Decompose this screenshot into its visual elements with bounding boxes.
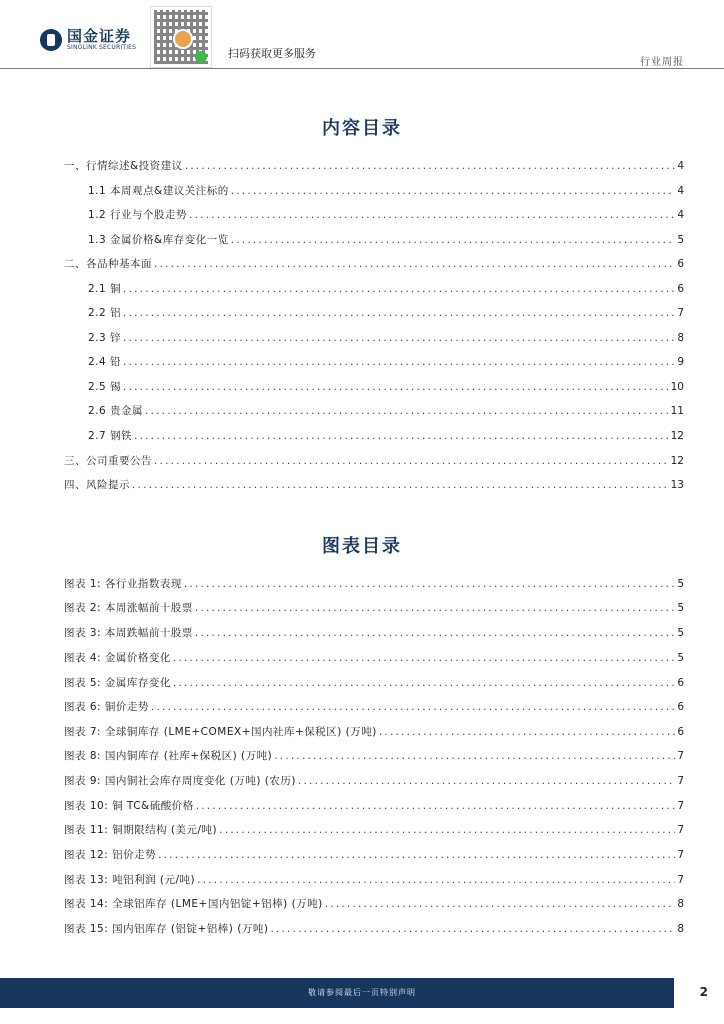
page-footer — [0, 978, 724, 1008]
toc-entry-label: 1.3 金属价格&库存变化一览 — [88, 234, 229, 246]
figure-entry-label: 图表 6: 铜价走势 — [64, 701, 149, 713]
toc-entry-page: 6 — [677, 283, 684, 295]
toc-entry-page: 13 — [670, 479, 684, 491]
figure-entry-label: 图表 15: 国内铝库存 (铝锭+铝棒) (万吨) — [64, 923, 269, 935]
toc-entry[interactable] — [64, 477, 684, 491]
figure-entry[interactable] — [64, 625, 684, 639]
toc-entry-label: 2.6 贵金属 — [88, 405, 144, 417]
toc-entry-page: 7 — [677, 307, 684, 319]
toc-entry-label: 一、行情综述&投资建议 — [64, 160, 183, 172]
figure-entry-page: 8 — [677, 898, 684, 910]
toc-entry[interactable] — [88, 305, 684, 319]
dot-leader — [123, 332, 675, 344]
figure-entry-label: 图表 12: 铝价走势 — [64, 849, 157, 861]
figure-entry-page: 5 — [677, 602, 684, 614]
logo-name-cn: 国金证券 — [67, 27, 132, 45]
toc-entry-page: 10 — [670, 381, 684, 393]
toc-entry[interactable] — [88, 403, 684, 417]
figure-entry[interactable] — [64, 921, 684, 935]
figure-entry-page: 7 — [677, 849, 684, 861]
toc-entry-page: 4 — [677, 209, 684, 221]
toc-entry-label: 三、公司重要公告 — [64, 455, 152, 467]
figure-entry[interactable] — [64, 872, 684, 886]
figure-entry-page: 7 — [677, 824, 684, 836]
figure-entry[interactable] — [64, 896, 684, 910]
company-logo — [40, 28, 136, 52]
figure-entry-page: 5 — [677, 627, 684, 639]
figure-entry-label: 图表 5: 金属库存变化 — [64, 677, 171, 689]
page-number: 2 — [699, 985, 708, 999]
figure-entry-label: 图表 11: 铜期限结构 (美元/吨) — [64, 824, 218, 836]
toc-entry-page: 11 — [670, 405, 684, 417]
dot-leader — [274, 750, 675, 762]
dot-leader — [231, 234, 676, 246]
figure-entry[interactable] — [64, 748, 684, 762]
dot-leader — [197, 874, 675, 886]
toc-entry-label: 2.7 钢铁 — [88, 430, 133, 442]
toc-entry[interactable] — [88, 207, 684, 221]
figure-entry-label: 图表 13: 吨铝利润 (元/吨) — [64, 874, 196, 886]
dot-leader — [298, 775, 675, 787]
dot-leader — [158, 849, 675, 861]
figure-entry-label: 图表 7: 全球铜库存 (LME+COMEX+国内社库+保税区) (万吨) — [64, 726, 377, 738]
toc-entry-label: 2.2 铝 — [88, 307, 122, 319]
dot-leader — [123, 283, 675, 295]
figure-entry-label: 图表 4: 金属价格变化 — [64, 652, 171, 664]
dot-leader — [231, 185, 676, 197]
figure-entry[interactable] — [64, 675, 684, 689]
qr-caption: 扫码获取更多服务 — [228, 47, 316, 60]
dot-leader — [379, 726, 675, 738]
toc-entry-label: 四、风险提示 — [64, 479, 130, 491]
toc-entry[interactable] — [64, 256, 684, 270]
toc-entry-label: 2.5 锡 — [88, 381, 122, 393]
wechat-badge-icon — [195, 51, 207, 63]
dot-leader — [123, 307, 675, 319]
dot-leader — [219, 824, 675, 836]
toc-entry[interactable] — [88, 281, 684, 295]
figure-entry-label: 图表 2: 本周涨幅前十股票 — [64, 602, 193, 614]
dot-leader — [134, 430, 669, 442]
dot-leader — [185, 160, 676, 172]
toc-entry-label: 1.2 行业与个股走势 — [88, 209, 188, 221]
logo-icon — [40, 29, 62, 51]
figure-entry-page: 7 — [677, 800, 684, 812]
dot-leader — [173, 677, 675, 689]
figure-entry[interactable] — [64, 724, 684, 738]
figure-entry-page: 6 — [677, 677, 684, 689]
toc-entry-page: 9 — [677, 356, 684, 368]
header-divider — [0, 68, 724, 69]
figure-entry-label: 图表 14: 全球铝库存 (LME+国内铝锭+铝棒) (万吨) — [64, 898, 323, 910]
qr-code — [150, 6, 212, 68]
dot-leader — [151, 701, 675, 713]
toc-entry-page: 6 — [677, 258, 684, 270]
toc-entry-label: 二、各品种基本面 — [64, 258, 152, 270]
dot-leader — [195, 627, 675, 639]
dot-leader — [132, 479, 669, 491]
figure-entry[interactable] — [64, 773, 684, 787]
toc-entry[interactable] — [88, 354, 684, 368]
dot-leader — [270, 923, 675, 935]
dot-leader — [123, 356, 675, 368]
qr-logo-icon — [173, 29, 193, 49]
toc-entry-label: 2.1 铜 — [88, 283, 122, 295]
page-header — [0, 0, 724, 70]
logo-name-en: SINOLINK SECURITIES — [67, 44, 137, 51]
toc-entry[interactable] — [88, 183, 684, 197]
figure-entry-page: 5 — [677, 578, 684, 590]
figure-entry[interactable] — [64, 798, 684, 812]
figure-entry[interactable] — [64, 576, 684, 590]
figure-entry-label: 图表 10: 铜 TC&硫酸价格 — [64, 800, 194, 812]
figure-entry[interactable] — [64, 847, 684, 861]
dot-leader — [173, 652, 675, 664]
toc-entry[interactable] — [88, 330, 684, 344]
toc-entry[interactable] — [64, 158, 684, 172]
dot-leader — [325, 898, 676, 910]
figure-entry[interactable] — [64, 650, 684, 664]
toc-entry-page: 4 — [677, 160, 684, 172]
disclaimer-notice: 敬请参阅最后一页特别声明 — [308, 988, 416, 997]
toc-entry[interactable] — [88, 379, 684, 393]
toc-entry-page: 5 — [677, 234, 684, 246]
figure-entry-page: 6 — [677, 726, 684, 738]
dot-leader — [145, 405, 669, 417]
dot-leader — [189, 209, 675, 221]
figure-entry-label: 图表 9: 国内铜社会库存周度变化 (万吨) (农历) — [64, 775, 296, 787]
figure-entry-label: 图表 1: 各行业指数表现 — [64, 578, 182, 590]
toc-entry-label: 2.4 铅 — [88, 356, 122, 368]
figure-entry-page: 7 — [677, 750, 684, 762]
toc-entry-page: 12 — [670, 455, 684, 467]
figure-entry-page: 5 — [677, 652, 684, 664]
toc-entry-page: 4 — [677, 185, 684, 197]
dot-leader — [123, 381, 669, 393]
figure-entry[interactable] — [64, 822, 684, 836]
dot-leader — [154, 455, 669, 467]
dot-leader — [154, 258, 675, 270]
figures-title: 图表目录 — [322, 536, 402, 557]
toc-entry-page: 12 — [670, 430, 684, 442]
figure-entry-label: 图表 3: 本周跌幅前十股票 — [64, 627, 193, 639]
dot-leader — [195, 602, 675, 614]
figure-entry-page: 7 — [677, 874, 684, 886]
dot-leader — [184, 578, 675, 590]
toc-entry[interactable] — [64, 453, 684, 467]
toc-entry[interactable] — [88, 428, 684, 442]
figure-entry-page: 8 — [677, 923, 684, 935]
figure-entry[interactable] — [64, 600, 684, 614]
toc-entry-label: 1.1 本周观点&建议关注标的 — [88, 185, 229, 197]
contents-title: 内容目录 — [322, 118, 402, 139]
figure-entry-page: 6 — [677, 701, 684, 713]
figure-entry[interactable] — [64, 699, 684, 713]
figure-entry-page: 7 — [677, 775, 684, 787]
toc-entry-page: 8 — [677, 332, 684, 344]
figure-entry-label: 图表 8: 国内铜库存 (社库+保税区) (万吨) — [64, 750, 273, 762]
dot-leader — [196, 800, 676, 812]
toc-entry[interactable] — [88, 232, 684, 246]
toc-entry-label: 2.3 锌 — [88, 332, 122, 344]
report-type: 行业周报 — [640, 57, 684, 68]
